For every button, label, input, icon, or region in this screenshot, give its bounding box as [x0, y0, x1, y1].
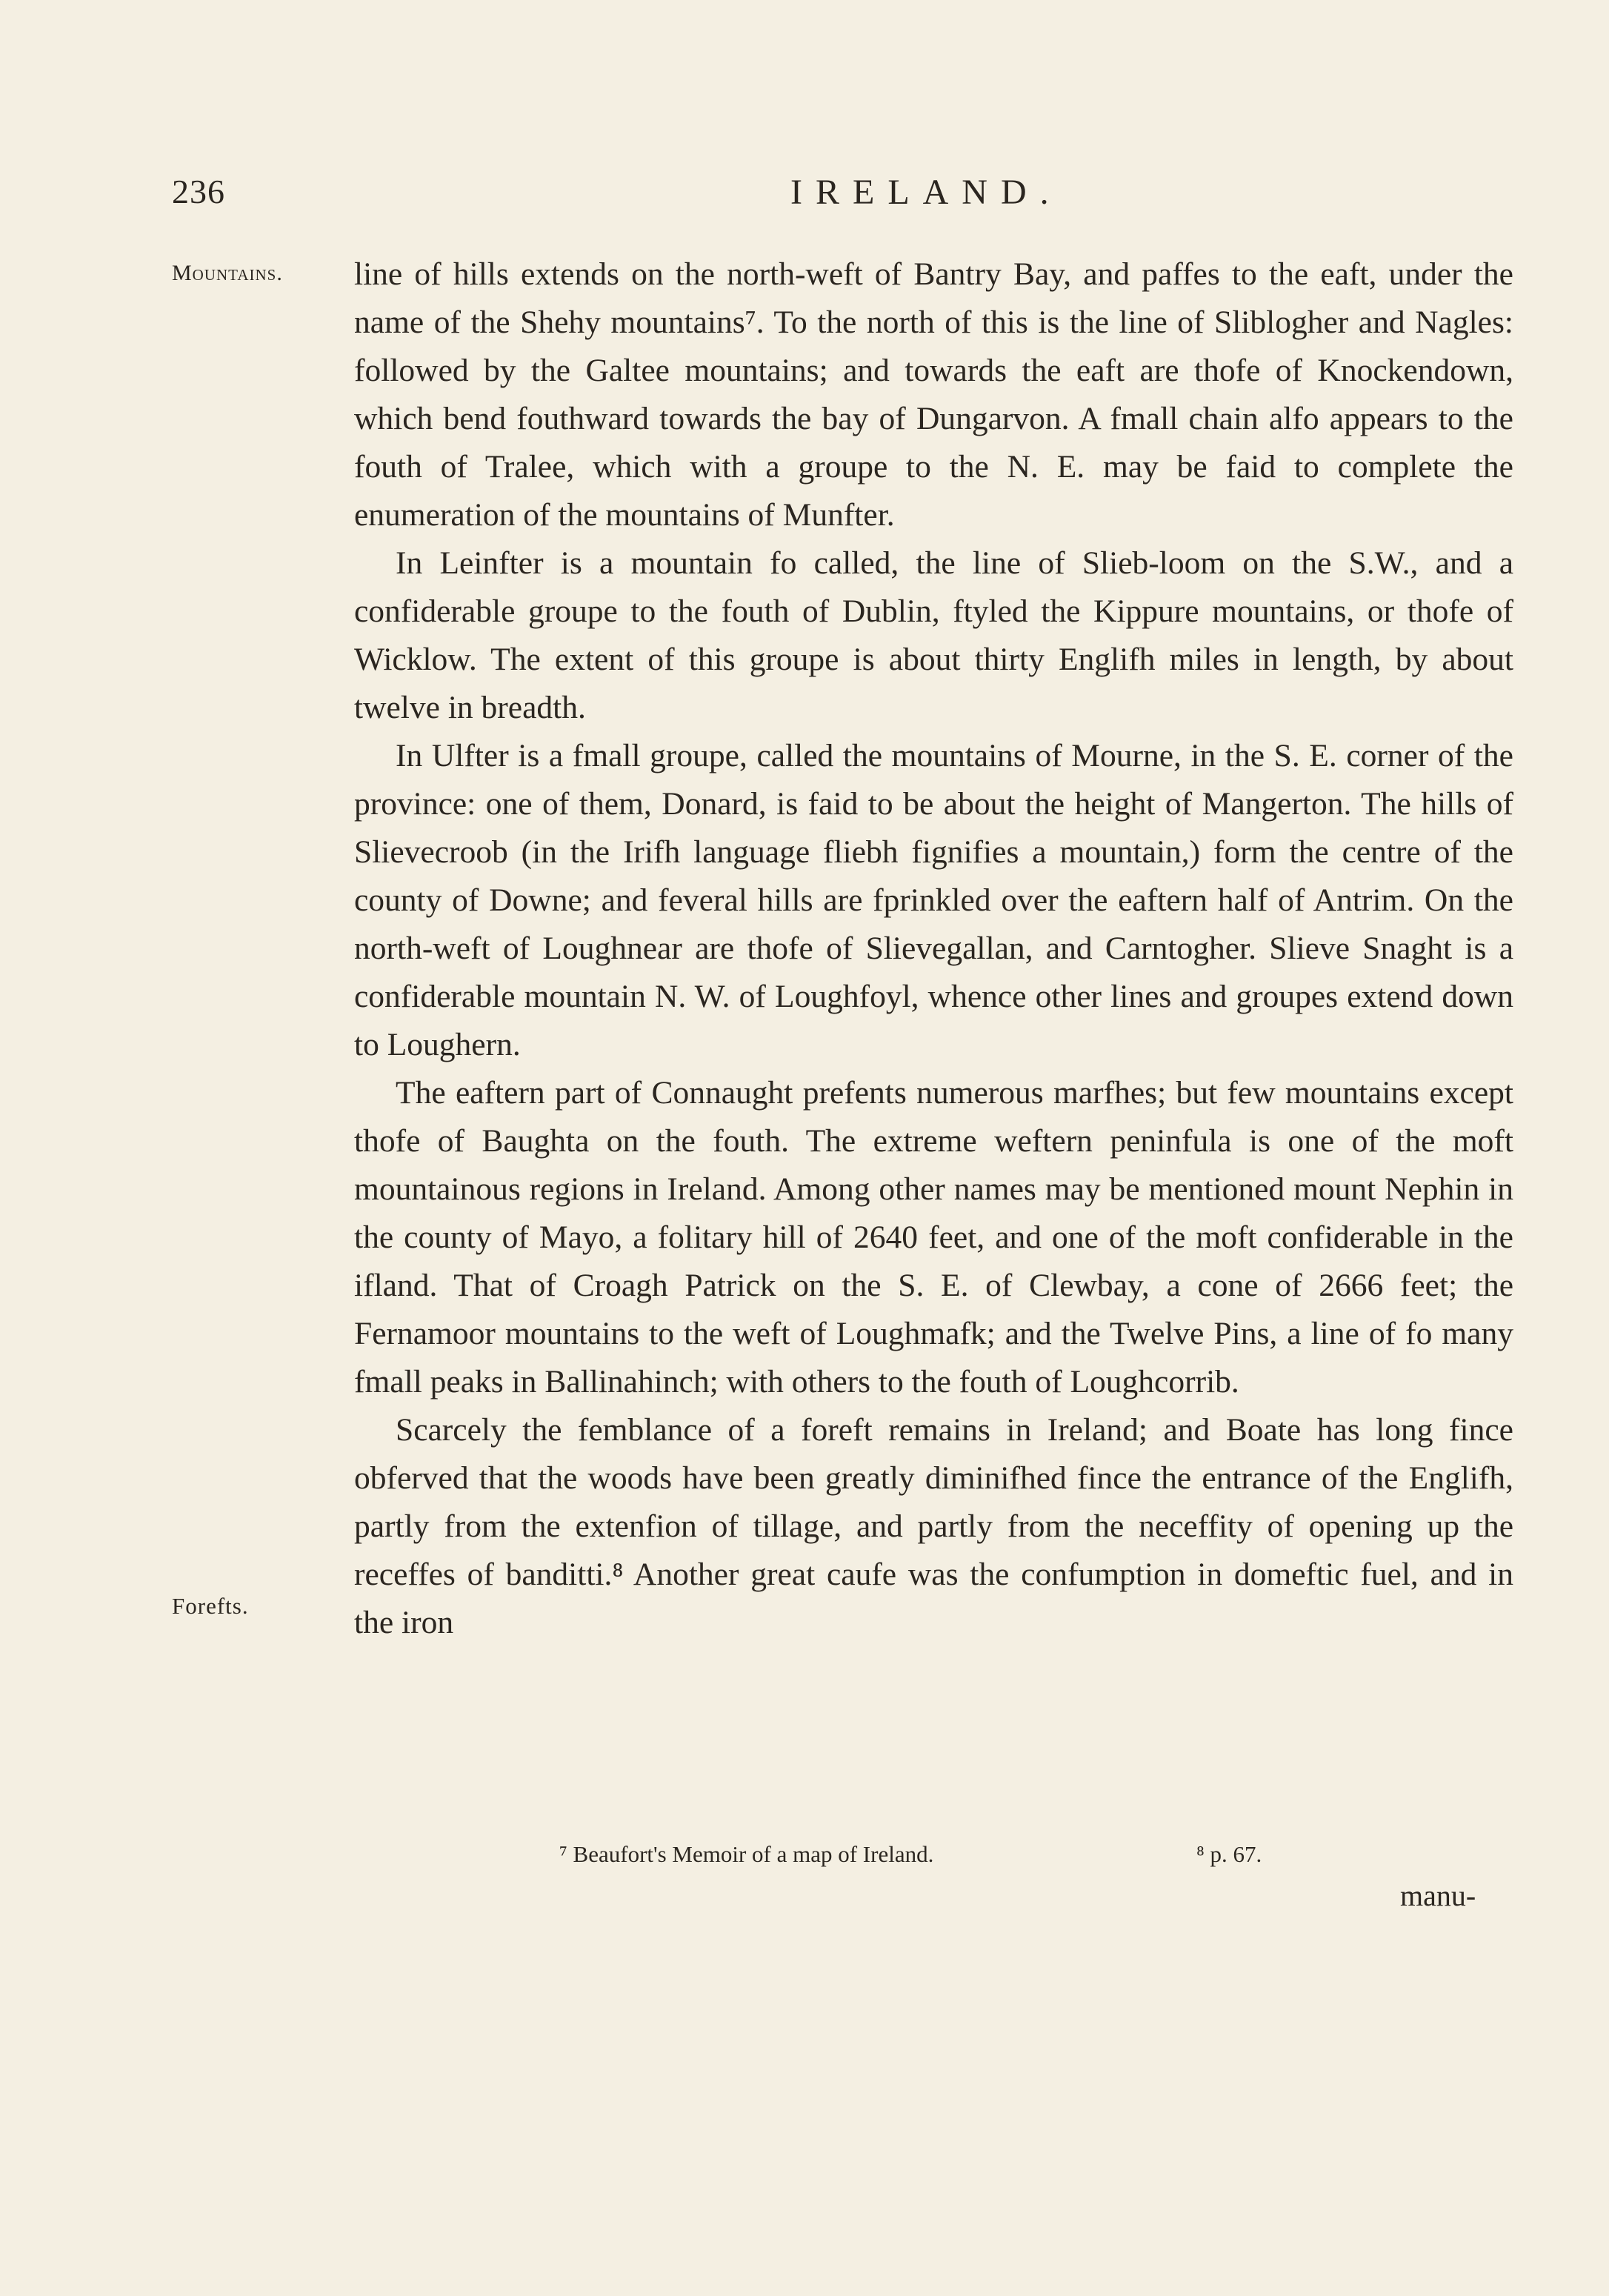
page-number: 236 [172, 173, 225, 210]
paragraph-leinster: In Leinfter is a mountain fo called, the line of Slieb-loom on the S.W., and a confiderable groupe to the fouth of Dublin, ftyled the Kippure mountains, or thofe of Wicklow. The extent of this groupe is about thirty Englifh miles in length, by about twelve in breadth. [354, 545, 1513, 725]
paragraph-ulster: In Ulfter is a fmall groupe, called the mountains of Mourne, in the S. E. corner of the province: one of them, Donard, is faid to be about the height of Mangerton. The hills of Slievecroob (in the Irifh language fliebh fignifies a mountain,) form the centre of the county of Downe; and feveral hills are fprinkled over the eaftern half of Antrim. On the north-weft of Loughnear are thofe of Slievegallan, and Carntogher. Slieve Snaght is a confiderable mountain N. W. of Loughfoyl, whence other lines and groupes extend down to Loughern. [354, 738, 1513, 1062]
paragraph-munster: line of hills extends on the north-weft of Bantry Bay, and paffes to the eaft, under the name of the Shehy mountains⁷. To the north of this is the line of Sliblogher and Nagles: followed by the Galtee mountains; and towards the eaft are thofe of Knockendown, which bend fouthward towards the bay of Dungarvon. A fmall chain alfo appears to the fouth of Tralee, which with a groupe to the N. E. may be faid to complete the enumeration of the mountains of Munfter. [354, 256, 1513, 533]
sidenote-forests: Forefts. [172, 1593, 249, 1619]
page-header [172, 172, 1520, 224]
running-title: IRELAND. [790, 173, 1062, 212]
paragraph-forests: Scarcely the femblance of a foreft remains in Ireland; and Boate has long fince obferved that the woods have been greatly diminifhed fince the entrance of the Englifh, partly from the extenfion of tillage, and partly from the neceffity of opening up the receffes of banditti.⁸ Another great caufe was the confumption in domeftic fuel, and in the iron [354, 1412, 1513, 1640]
footnote-7: ⁷ Beaufort's Memoir of a map of Ireland. [559, 1841, 934, 1867]
footnote-8: ⁸ p. 67. [1196, 1841, 1262, 1867]
catchword: manu- [1400, 1879, 1476, 1912]
paragraph-connaught: The eaftern part of Connaught prefents numerous marfhes; but few mountains except thofe of Baughta on the fouth. The extreme weftern peninfula is one of the moft mountainous regions in Ireland. Among other names may be mentioned mount Nephin in the county of Mayo, a folitary hill of 2640 feet, and one of the moft confiderable in the ifland. That of Croagh Patrick on the S. E. of Clewbay, a cone of 2666 feet; the Fernamoor mountains to the weft of Loughmafk; and the Twelve Pins, a line of fo many fmall peaks in Ballinahinch; with others to the fouth of Loughcorrib. [354, 1075, 1513, 1400]
body-text [354, 250, 1513, 1647]
sidenote-mountains: Mountains. [172, 261, 283, 285]
